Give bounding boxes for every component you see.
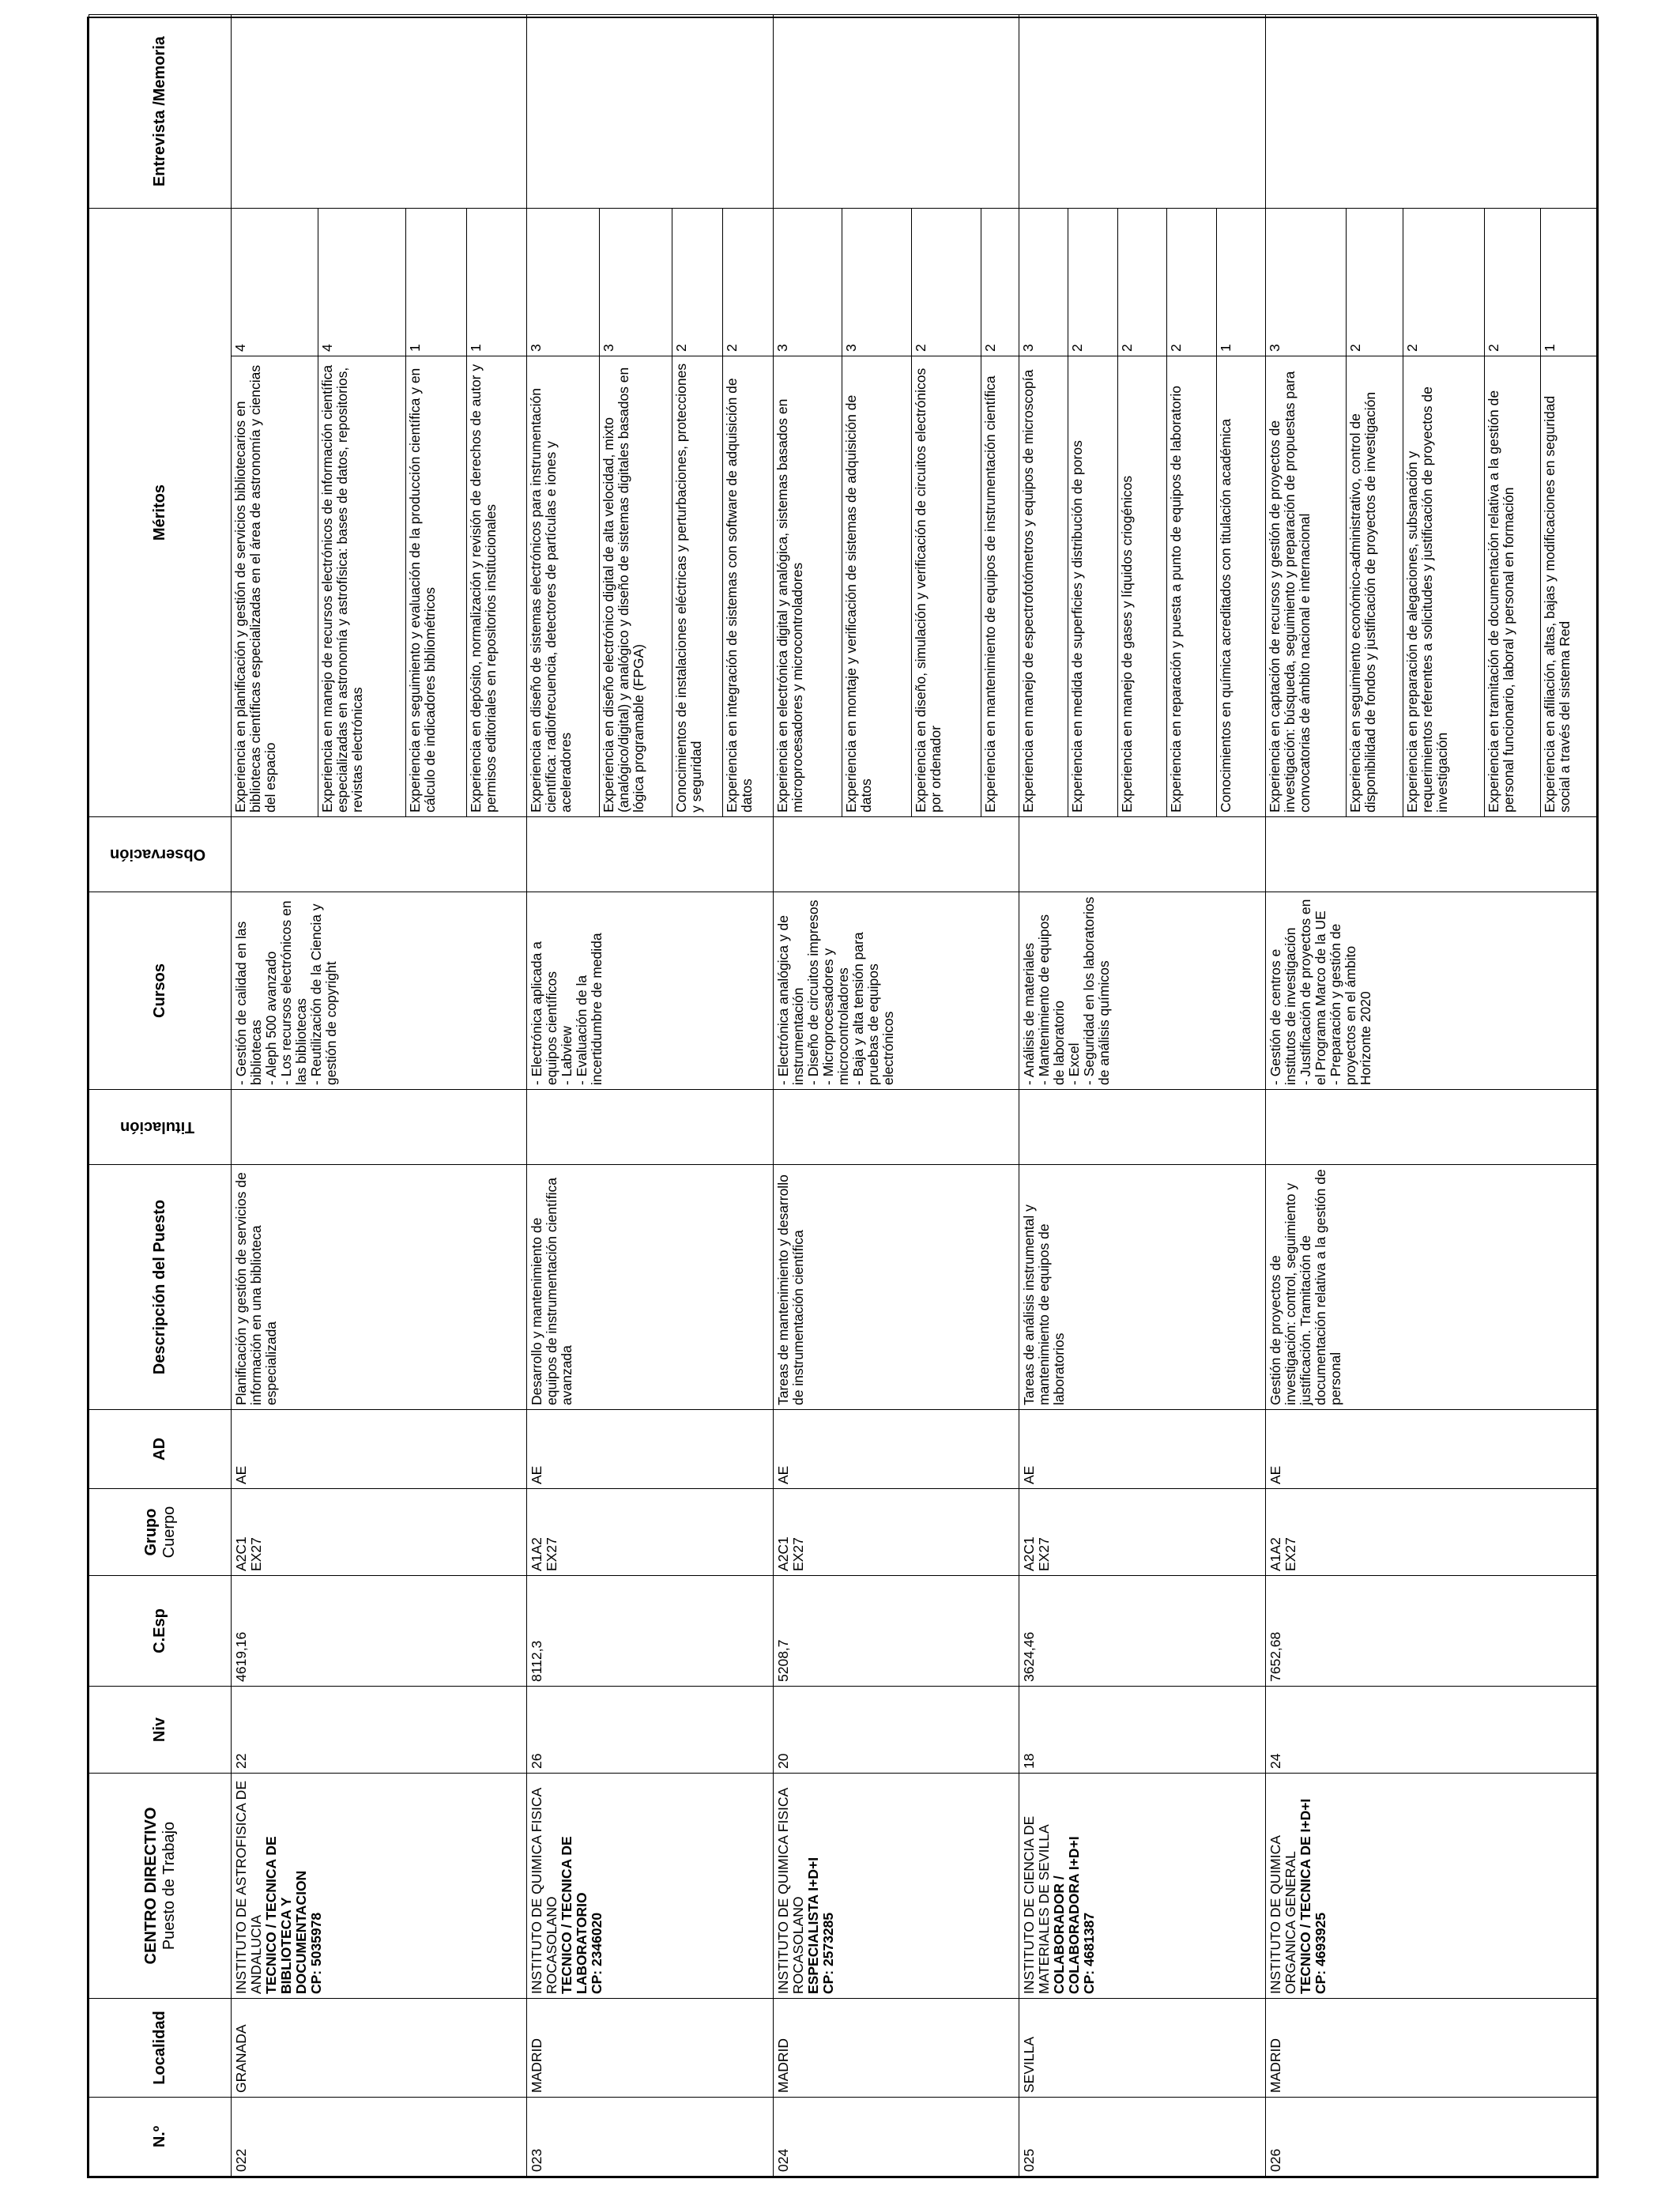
merito-points: 3 [842, 209, 911, 356]
cell-cesp: 7652,68 [1265, 1576, 1596, 1687]
cell-titulacion [232, 1090, 527, 1165]
cp-code: CP: 4693925 [1312, 1912, 1328, 1994]
curso-item: - Gestión de centros e institutos de investigación [1267, 927, 1298, 1085]
grupo-value: A2C1 [233, 1536, 249, 1571]
merito-points: 2 [1347, 209, 1403, 356]
merito-row [1117, 209, 1167, 816]
cell-niv: 18 [1019, 1687, 1266, 1774]
centro-name: INSTITUTO DE QUIMICA FISICA ROCASOLANO [774, 1788, 806, 1994]
cell-centro [773, 1774, 1019, 1999]
header-grupo-label: Grupo [141, 1508, 160, 1556]
merito-row [466, 209, 526, 816]
cuerpo-value: EX27 [248, 1537, 264, 1571]
header-num: N.º [89, 2098, 232, 2177]
merito-points: 1 [1216, 209, 1264, 356]
meritos-list [1019, 209, 1265, 816]
curso-item: - Diseño de circuitos impresos [804, 899, 821, 1085]
merito-row [911, 209, 981, 816]
header-cursos: Cursos [89, 892, 232, 1090]
merito-text: Experiencia en mantenimiento de equipos de instrumentación científica [981, 375, 998, 812]
merito-points: 2 [911, 209, 981, 356]
grupo-value: A1A2 [1267, 1537, 1283, 1571]
cell-niv: 26 [526, 1687, 773, 1774]
cell-ad: AE [773, 1410, 1019, 1489]
header-descripcion: Descripción del Puesto [89, 1165, 232, 1410]
cell-localidad: MADRID [526, 1999, 773, 2098]
cell-cesp: 4619,16 [232, 1576, 527, 1687]
cell-titulacion [1265, 1090, 1596, 1165]
merito-points: 2 [1403, 209, 1484, 356]
table-row [1265, 15, 1596, 2177]
merito-text: Experiencia en preparación de alegaciones, subsanación y requerimientos referentes a solicitudes y justificación de proyectos de investigación [1403, 356, 1484, 817]
header-puesto-label: Puesto de Trabajo [160, 1821, 178, 1951]
merito-row [672, 209, 722, 816]
cell-num: 023 [526, 2098, 773, 2177]
cell-ad: AE [232, 1410, 527, 1489]
cell-entrevista [1019, 15, 1266, 209]
vacancy-table [89, 14, 1597, 2177]
merito-points: 2 [1484, 209, 1540, 356]
merito-points: 4 [318, 209, 406, 356]
merito-points: 3 [774, 209, 842, 356]
cell-meritos [526, 209, 773, 817]
meritos-list [232, 209, 526, 816]
merito-text: Experiencia en reparación y puesta a punto de equipos de laboratorio [1167, 356, 1217, 817]
header-niv: Niv [89, 1687, 232, 1774]
cell-descripcion: Desarrollo y mantenimiento de equipos de instrumentación científica avanzada [526, 1165, 773, 1410]
merito-text: Experiencia en seguimiento y evaluación de la producción científica y en cálculo de indicadores bibliométricos [405, 356, 466, 817]
table-row [773, 15, 1019, 2177]
merito-text: Experiencia en tramitación de documentación relativa a la gestión de personal funcionario, laboral y personal en formación [1484, 356, 1540, 817]
header-grupo [89, 1489, 232, 1576]
centro-name: INSTITUTO DE CIENCIA DE MATERIALES DE SEVILLA [1021, 1815, 1053, 1994]
merito-text: Experiencia en manejo de recursos electrónicos de información científica especializadas en astronomía y astrofísica: bases de datos, repositorios, revistas electrónicas [318, 356, 406, 817]
header-observacion-label: Observación [109, 846, 206, 864]
cell-cursos [773, 892, 1019, 1090]
grupo-value: A2C1 [1021, 1536, 1038, 1571]
puesto-name: TECNICO / TECNICA DE LABORATORIO [558, 1836, 590, 1994]
cell-niv: 24 [1265, 1687, 1596, 1774]
header-cuerpo-label: Cuerpo [160, 1506, 178, 1559]
merito-text: Experiencia en diseño, simulación y verificación de circuitos electrónicos por ordenador [911, 356, 981, 817]
cell-cursos [1265, 892, 1596, 1090]
cell-centro [526, 1774, 773, 1999]
curso-item: - Mantenimiento de equipos de laboratorio [1036, 914, 1068, 1085]
merito-row [1019, 209, 1068, 816]
meritos-list [527, 209, 773, 816]
merito-row [232, 209, 318, 816]
header-centro-label: CENTRO DIRECTIVO [141, 1807, 160, 1965]
cell-meritos [232, 209, 527, 817]
cell-niv: 20 [773, 1687, 1019, 1774]
cell-meritos [1019, 209, 1266, 817]
merito-points: 3 [1266, 209, 1347, 356]
cell-cesp: 8112,3 [526, 1576, 773, 1687]
merito-points: 2 [1117, 209, 1167, 356]
merito-row [1484, 209, 1540, 816]
merito-row [599, 209, 672, 816]
cell-centro [1019, 1774, 1266, 1999]
merito-row [318, 209, 406, 816]
curso-item: - Electrónica analógica y de instrumentación [774, 915, 806, 1085]
cell-ad: AE [526, 1410, 773, 1489]
cell-descripcion: Tareas de análisis instrumental y mantenimiento de equipos de laboratorios [1019, 1165, 1266, 1410]
cuerpo-value: EX27 [789, 1537, 806, 1571]
centro-name: INSTITUTO DE QUIMICA ORGANICA GENERAL [1267, 1836, 1298, 1994]
curso-item: - Preparación y gestión de proyectos en el ámbito Horizonte 2020 [1327, 923, 1373, 1085]
cell-descripcion: Tareas de mantenimiento y desarrollo de instrumentación científica [773, 1165, 1019, 1410]
cell-cursos [232, 892, 527, 1090]
cp-code: CP: 4681387 [1081, 1912, 1098, 1994]
merito-points: 2 [722, 209, 772, 356]
merito-row [1540, 209, 1596, 816]
merito-text: Experiencia en integración de sistemas con software de adquisición de datos [723, 378, 755, 812]
cell-titulacion [526, 1090, 773, 1165]
merito-text: Experiencia en manejo de espectrofotómetros y equipos de microscopía [1019, 356, 1068, 817]
merito-row [774, 209, 842, 816]
cuerpo-value: EX27 [1282, 1537, 1298, 1571]
cuerpo-value: EX27 [1036, 1537, 1053, 1571]
cell-observacion [1019, 817, 1266, 892]
cp-code: CP: 2573285 [819, 1912, 836, 1994]
merito-points: 1 [1540, 209, 1596, 356]
header-titulacion-label: Titulación [120, 1118, 195, 1137]
header-row [89, 15, 232, 2177]
merito-text: Experiencia en diseño electrónico digital de alta velocidad, mixto (analógico/digital) y analógico y diseño de sistemas digitales basados en lógica programable (FPGA) [599, 356, 672, 817]
cell-grupo [232, 1489, 527, 1576]
cell-entrevista [232, 15, 527, 209]
curso-item: - Baja y alta tensión para pruebas de equipos electrónicos [849, 932, 896, 1085]
header-observacion [89, 817, 232, 892]
merito-text: Experiencia en manejo de gases y líquidos criogénicos [1117, 356, 1167, 817]
header-localidad: Localidad [89, 1999, 232, 2098]
meritos-list [774, 209, 1019, 816]
merito-row [722, 209, 772, 816]
cell-observacion [526, 817, 773, 892]
centro-name: INSTITUTO DE QUIMICA FISICA ROCASOLANO [528, 1788, 559, 1994]
merito-text: Experiencia en montaje y verificación de sistemas de adquisición de datos [842, 356, 911, 817]
cell-titulacion [1019, 1090, 1266, 1165]
merito-text: Experiencia en depósito, normalización y revisión de derechos de autor y permisos editoriales en repositorios institucionales [467, 364, 499, 812]
cell-centro [232, 1774, 527, 1999]
puesto-name: TECNICO / TECNICA DE I+D+I [1297, 1798, 1313, 1994]
cuerpo-value: EX27 [543, 1537, 559, 1571]
merito-points: 3 [527, 209, 599, 356]
grupo-value: A2C1 [774, 1536, 791, 1571]
cell-entrevista [1265, 15, 1596, 209]
header-titulacion [89, 1090, 232, 1165]
merito-points: 2 [1167, 209, 1217, 356]
cell-localidad: MADRID [773, 1999, 1019, 2098]
merito-points: 2 [1068, 209, 1117, 356]
curso-item: - Electrónica aplicada a equipos científicos [528, 941, 559, 1085]
cell-grupo [773, 1489, 1019, 1576]
cell-num: 026 [1265, 2098, 1596, 2177]
header-entrevista: Entrevista /Memoria [89, 15, 232, 209]
merito-row [842, 209, 911, 816]
curso-item: - Excel [1066, 1042, 1083, 1085]
curso-item: - Análisis de materiales [1021, 943, 1038, 1085]
merito-text: Experiencia en medida de superficies y distribución de poros [1068, 356, 1117, 817]
merito-text: Conocimientos de instalaciones eléctricas y perturbaciones, protecciones y seguridad [672, 356, 722, 817]
cell-ad: AE [1265, 1410, 1596, 1489]
cell-niv: 22 [232, 1687, 527, 1774]
cell-descripcion: Gestión de proyectos de investigación: control, seguimiento y justificación. Tramitación de documentación relativa a la gestión de personal [1265, 1165, 1596, 1410]
merito-text: Experiencia en captación de recursos y gestión de proyectos de investigación: búsqueda, seguimiento y preparación de propuestas para convocatorias de ámbito nacional e internacional [1266, 356, 1347, 817]
curso-item: - Seguridad en los laboratorios de análisis químicos [1081, 896, 1113, 1085]
merito-row [981, 209, 1019, 816]
cell-cursos [526, 892, 773, 1090]
header-meritos: Méritos [89, 209, 232, 817]
cell-grupo [526, 1489, 773, 1576]
merito-text: Experiencia en planificación y gestión de servicios bibliotecarios en bibliotecas científicas especializadas en el área de astronomía y ciencias del espacio [232, 356, 318, 817]
cell-ad: AE [1019, 1410, 1266, 1489]
table-row [1019, 15, 1266, 2177]
grupo-value: A1A2 [528, 1537, 544, 1571]
curso-item: - Evaluación de la incertidumbre de medida [573, 933, 605, 1085]
cell-cesp: 5208,7 [773, 1576, 1019, 1687]
curso-item: - Reutilización de la Ciencia y gestión de copyright [308, 903, 339, 1085]
merito-row [1167, 209, 1217, 816]
cell-observacion [773, 817, 1019, 892]
merito-points: 3 [1019, 209, 1068, 356]
header-centro [89, 1774, 232, 1999]
cell-cursos [1019, 892, 1266, 1090]
curso-item: - Microprocesadores y microcontroladores [819, 948, 851, 1085]
merito-row [1347, 209, 1403, 816]
merito-row [1266, 209, 1347, 816]
curso-item: - Los recursos electrónicos en las bibliotecas [278, 900, 309, 1085]
cell-titulacion [773, 1090, 1019, 1165]
merito-points: 4 [232, 209, 318, 356]
cell-entrevista [526, 15, 773, 209]
cell-meritos [1265, 209, 1596, 817]
cell-descripcion: Planificación y gestión de servicios de información en una biblioteca especializada [232, 1165, 527, 1410]
curso-item: - Gestión de calidad en las bibliotecas [233, 921, 264, 1085]
centro-name: INSTITUTO DE ASTROFISICA DE ANDALUCIA [233, 1781, 264, 1994]
cell-num: 025 [1019, 2098, 1266, 2177]
merito-row [1216, 209, 1264, 816]
curso-item: - Justificación de proyectos en el Programa Marco de la UE [1297, 899, 1328, 1085]
cell-num: 024 [773, 2098, 1019, 2177]
cell-grupo [1019, 1489, 1266, 1576]
cell-entrevista [773, 15, 1019, 209]
merito-points: 2 [672, 209, 722, 356]
cell-cesp: 3624,46 [1019, 1576, 1266, 1687]
puesto-name: COLABORADOR / COLABORADORA I+D+I [1051, 1836, 1083, 1994]
merito-text: Experiencia en seguimiento económico-administrativo, control de disponibilidad de fondos y justificación de proyectos de investigación [1347, 356, 1403, 817]
puesto-name: ESPECIALISTA I+D+I [804, 1857, 821, 1994]
meritos-list [1266, 209, 1596, 816]
merito-points: 1 [405, 209, 466, 356]
header-ad: AD [89, 1410, 232, 1489]
puesto-name: TECNICO / TECNICA DE BIBLIOTECA Y DOCUMENTACION [263, 1836, 309, 1994]
vacancy-table-frame [87, 17, 1599, 2178]
merito-row [405, 209, 466, 816]
cell-localidad: MADRID [1265, 1999, 1596, 2098]
merito-text: Experiencia en electrónica digital y analógica, sistemas basados en microprocesadores y microcontroladores [774, 356, 842, 817]
cell-centro [1265, 1774, 1596, 1999]
merito-points: 1 [466, 209, 526, 356]
merito-row [527, 209, 599, 816]
cell-localidad: GRANADA [232, 1999, 527, 2098]
cell-grupo [1265, 1489, 1596, 1576]
merito-points: 2 [981, 209, 1019, 356]
table-row [232, 15, 527, 2177]
merito-text: Experiencia en afiliación, altas, bajas y modificaciones en seguridad social a través del sistema Red [1541, 395, 1573, 812]
table-row [526, 15, 773, 2177]
merito-text: Conocimientos en química acreditados con titulación académica [1217, 418, 1234, 812]
cell-num: 022 [232, 2098, 527, 2177]
header-cesp: C.Esp [89, 1576, 232, 1687]
merito-text: Experiencia en diseño de sistemas electrónicos para instrumentación científica: radiofrecuencia, detectores de partículas e iones y aceleradores [527, 356, 599, 817]
cell-meritos [773, 209, 1019, 817]
cell-localidad: SEVILLA [1019, 1999, 1266, 2098]
cp-code: CP: 5035978 [308, 1912, 324, 1994]
merito-row [1403, 209, 1484, 816]
cell-observacion [232, 817, 527, 892]
curso-item: - Labview [558, 1026, 574, 1085]
cp-code: CP: 2346020 [588, 1912, 605, 1994]
merito-points: 3 [599, 209, 672, 356]
merito-row [1068, 209, 1117, 816]
cell-observacion [1265, 817, 1596, 892]
curso-item: - Aleph 500 avanzado [263, 951, 279, 1085]
